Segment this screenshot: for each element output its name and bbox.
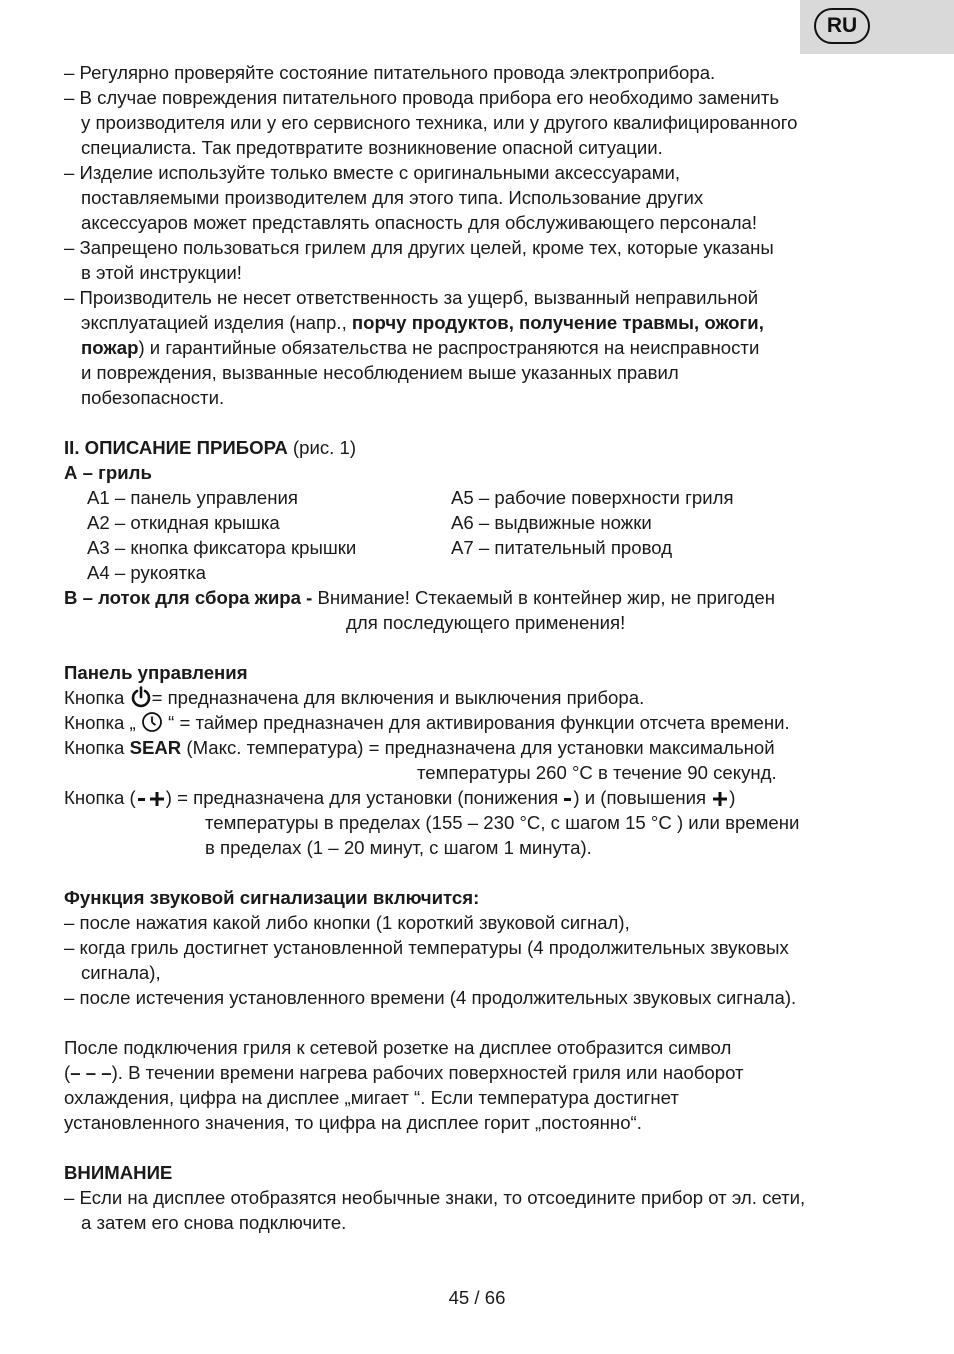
- safety-line-12-bold: пожар: [81, 337, 139, 358]
- plus-minus-label: Кнопка (: [64, 787, 136, 808]
- plus-minus-text-3: ): [729, 787, 736, 808]
- safety-line-8: – Запрещено пользоваться грилем для других целей, кроме тех, которые указаны: [64, 237, 774, 258]
- sear-text-line-2: температуры 260 °C в течение 90 секунд.: [417, 762, 777, 783]
- sound-line-3: сигнала),: [81, 962, 161, 983]
- safety-line-9: в этой инструкции!: [81, 262, 242, 283]
- display-line-1: После подключения гриля к сетевой розетке на дисплее отобразится символ: [64, 1037, 732, 1058]
- panel-heading: Панель управления: [64, 662, 248, 683]
- timer-text: “ = таймер предназначен для активирования функции отсчета времени.: [162, 712, 790, 733]
- plus-minus-line-3: в пределах (1 – 20 минут, с шагом 1 минута).: [205, 837, 592, 858]
- safety-line-11-bold: порчу продуктов, получение травмы, ожоги,: [351, 312, 764, 333]
- safety-line-6: поставляемыми производителем для этого типа. Использование других: [81, 187, 704, 208]
- sound-line-1: – после нажатия какой либо кнопки (1 короткий звуковой сигнал),: [64, 912, 630, 933]
- sound-heading: Функция звуковой сигнализации включится:: [64, 887, 480, 908]
- group-a-heading: А – гриль: [64, 462, 152, 483]
- safety-line-14: побезопасности.: [81, 387, 225, 408]
- safety-line-2: – В случае повреждения питательного провода прибора его необходимо заменить: [64, 87, 780, 108]
- safety-line-5: – Изделие используйте только вместе с оригинальными аксессуарами,: [64, 162, 681, 183]
- safety-line-7: аксессуаров может представлять опасность для обслуживающего персонала!: [81, 212, 758, 233]
- description-heading-title: II. ОПИСАНИЕ ПРИБОРА: [64, 437, 288, 458]
- safety-line-10: – Производитель не несет ответственность за ущерб, вызванный неправильной: [64, 287, 759, 308]
- part-a2: А2 – откидная крышка: [87, 512, 280, 533]
- display-line-2-text: ). В течении времени нагрева рабочих поверхностей гриля или наоборот: [111, 1062, 744, 1083]
- minus-icon: [136, 789, 148, 814]
- display-line-4: установленного значения, то цифра на дисплее горит „постоянно“.: [64, 1112, 642, 1133]
- group-b-heading: B – лоток для сбора жира -: [64, 587, 318, 608]
- warning-line-2: а затем его снова подключите.: [81, 1212, 347, 1233]
- safety-line-3: у производителя или у его сервисного техника, или у другого квалифицированного: [81, 112, 798, 133]
- group-b-note: Внимание! Стекаемый в контейнер жир, не пригоден: [317, 587, 776, 608]
- safety-line-1: – Регулярно проверяйте состояние питательного провода электроприбора.: [64, 62, 716, 83]
- safety-line-11-text: эксплуатацией изделия (напр.,: [81, 312, 352, 333]
- part-a6: А6 – выдвижные ножки: [451, 512, 652, 533]
- power-label: Кнопка: [64, 687, 130, 708]
- part-a4: А4 – рукоятка: [87, 562, 206, 583]
- group-b-note-line-2: для последующего применения!: [346, 612, 626, 633]
- safety-line-13: и повреждения, вызванные несоблюдением выше указанных правил: [81, 362, 679, 383]
- safety-line-4: специалиста. Так предотвратите возникновение опасной ситуации.: [81, 137, 663, 158]
- sear-text: (Макс. температура) = предназначена для установки максимальной: [181, 737, 775, 758]
- safety-line-12-text: ) и гарантийные обязательства не распространяются на неисправности: [138, 337, 760, 358]
- sound-line-2: – когда гриль достигнет установленной температуры (4 продолжительных звуковых: [64, 937, 789, 958]
- display-line-2: [64, 1060, 744, 1085]
- plus-minus-line-2: температуры в пределах (155 – 230 °C, с шагом 15 °C ) или времени: [205, 812, 800, 833]
- sound-line-4: – после истечения установленного времени (4 продолжительных звуковых сигнала).: [64, 987, 797, 1008]
- safety-line-12: [81, 335, 759, 360]
- sear-label: Кнопка: [64, 737, 130, 758]
- safety-line-11: [81, 310, 764, 335]
- plus-icon: [148, 789, 166, 814]
- sear-button-desc: [64, 735, 775, 760]
- part-a5: А5 – рабочие поверхности гриля: [451, 487, 734, 508]
- sear-name: SEAR: [129, 737, 182, 758]
- description-heading-ref: (рис. 1): [287, 437, 357, 458]
- description-heading: [64, 435, 356, 460]
- group-b: [64, 585, 775, 610]
- part-a1: А1 – панель управления: [87, 487, 298, 508]
- plus-minus-text: ) = предназначена для установки (понижения: [165, 787, 564, 808]
- page-number: 45 / 66: [448, 1287, 506, 1308]
- plus-minus-text-2: ) и (повышения: [573, 787, 712, 808]
- display-line-3: охлаждения, цифра на дисплее „мигает “. Если температура достигнет: [64, 1087, 679, 1108]
- display-dash-symbol: – – –: [70, 1062, 112, 1083]
- language-badge: RU: [814, 8, 870, 44]
- warning-heading: ВНИМАНИЕ: [64, 1162, 173, 1183]
- display-paren-open: (: [64, 1062, 71, 1083]
- part-a7: А7 – питательный провод: [451, 537, 673, 558]
- power-text: = предназначена для включения и выключения прибора.: [151, 687, 645, 708]
- timer-label: Кнопка „: [64, 712, 141, 733]
- warning-line-1: – Если на дисплее отобразятся необычные знаки, то отсоедините прибор от эл. сети,: [64, 1187, 806, 1208]
- part-a3: А3 – кнопка фиксатора крышки: [87, 537, 357, 558]
